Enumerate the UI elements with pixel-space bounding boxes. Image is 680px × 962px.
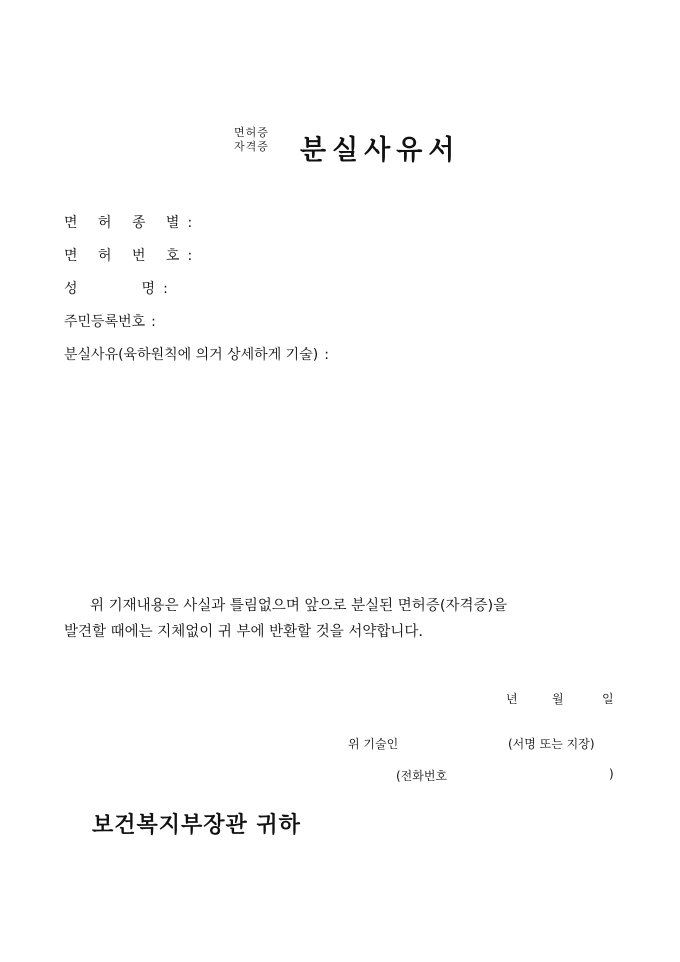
signature-note: (서명 또는 지장): [508, 737, 595, 751]
field-license-number: [64, 245, 200, 265]
field-colon: :: [324, 347, 329, 363]
field-name: [64, 278, 168, 298]
license-type-label: 면허증: [234, 126, 269, 139]
field-label-end: 명: [141, 281, 156, 297]
field-label: 면 허 번 호: [64, 248, 188, 264]
field-label: 분실사유(육하원칙에 의거 상세하게 기술): [64, 347, 319, 363]
field-colon: :: [163, 281, 168, 297]
phone-open-label: (전화번호: [396, 769, 448, 783]
date-day: 일: [602, 692, 614, 706]
field-resident-number: [64, 311, 156, 331]
pledge-statement: [64, 593, 507, 645]
certificate-type-label: 자격증: [234, 140, 269, 153]
addressee: 보건복지부장관 귀하: [92, 812, 301, 838]
date-year: 년: [506, 692, 518, 706]
document-title: 분실사유서: [300, 135, 461, 166]
declarant-label: 위 기술인: [348, 737, 399, 751]
field-colon: :: [151, 314, 156, 330]
field-loss-reason: [64, 344, 329, 364]
license-type-stack: [234, 126, 269, 154]
field-colon: :: [187, 215, 201, 231]
pledge-line-2: 발견할 때에는 지체없이 귀 부에 반환할 것을 서약합니다.: [64, 624, 424, 640]
field-colon: :: [187, 248, 201, 264]
field-label: 주민등록번호: [64, 314, 146, 330]
date-month: 월: [552, 692, 564, 706]
field-label: 면 허 종 별: [64, 215, 188, 231]
phone-close-paren: ): [609, 767, 614, 781]
pledge-line-1: 위 기재내용은 사실과 틀림없으며 앞으로 분실된 면허증(자격증)을: [90, 598, 508, 614]
field-label-start: 성: [64, 281, 78, 297]
field-license-type: [64, 212, 200, 232]
